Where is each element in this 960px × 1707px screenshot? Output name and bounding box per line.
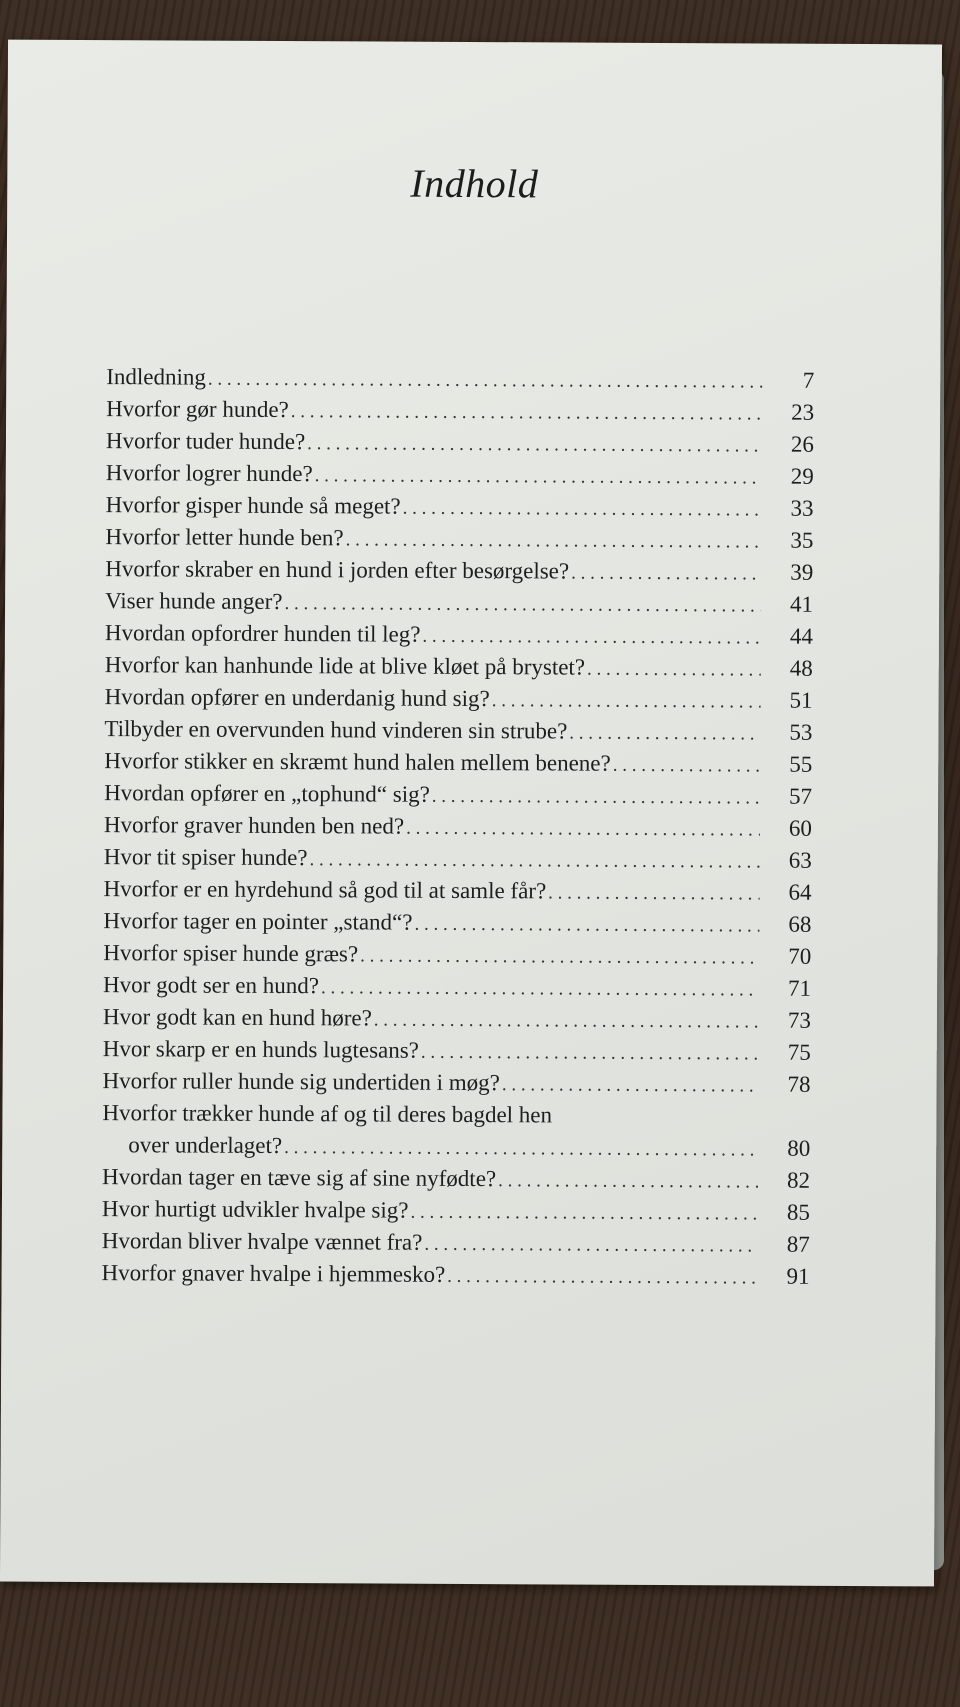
toc-entry — [104, 748, 812, 784]
toc-page-number: 35 — [790, 527, 814, 553]
toc-page-number: 51 — [789, 687, 813, 713]
toc-page-number: 44 — [789, 623, 813, 649]
dot-leader — [613, 755, 761, 778]
book-page — [0, 40, 942, 1587]
dot-leader — [447, 1266, 758, 1290]
toc-page-number: 75 — [787, 1039, 811, 1065]
toc-entry — [102, 1196, 810, 1232]
toc-page-number: 33 — [790, 495, 814, 521]
toc-entry — [106, 460, 814, 496]
dot-leader — [403, 498, 762, 522]
toc-page-number: 64 — [788, 879, 812, 905]
table-of-contents — [101, 364, 814, 1296]
toc-page-number: 70 — [788, 943, 812, 969]
dot-leader — [432, 786, 760, 810]
dot-leader — [571, 563, 761, 586]
toc-page-number: 48 — [789, 655, 813, 681]
toc-entry — [103, 940, 811, 976]
toc-entry — [103, 1004, 811, 1040]
dot-leader — [284, 1137, 758, 1161]
dot-leader — [374, 1009, 759, 1033]
toc-entry-title: Viser hunde anger? — [105, 588, 283, 615]
toc-entry-title: Hvorfor spiser hunde græs? — [103, 940, 359, 967]
dot-leader — [309, 849, 759, 873]
toc-entry-title-continued: over underlaget? — [128, 1132, 283, 1159]
toc-entry-title: Hvor hurtigt udvikler hvalpe sig? — [101, 1196, 409, 1223]
dot-leader — [410, 1202, 758, 1226]
toc-entry-title: Hvor skarp er en hunds lugtesans? — [102, 1036, 419, 1063]
toc-entry — [105, 588, 813, 624]
toc-entry-title: Hvordan tager en tæve sig af sine nyfødte? — [102, 1164, 497, 1192]
toc-entry-title: Hvordan opfører en „tophund“ sig? — [104, 780, 430, 807]
toc-entry — [105, 652, 813, 688]
toc-page-number: 91 — [786, 1263, 810, 1289]
dot-leader — [569, 723, 760, 746]
toc-page-number: 85 — [786, 1199, 810, 1225]
toc-entry — [105, 524, 813, 560]
toc-entry — [103, 1036, 811, 1072]
toc-entry-title: Tilbyder en overvunden hund vinderen sin strube? — [104, 716, 568, 744]
toc-page-number: 55 — [789, 751, 813, 777]
toc-entry — [103, 908, 811, 944]
toc-entry-title: Hvor godt ser en hund? — [103, 972, 320, 999]
toc-entry — [104, 812, 812, 848]
toc-page-number: 80 — [787, 1135, 811, 1161]
toc-page-number: 68 — [788, 911, 812, 937]
toc-entry-title: Hvordan opfordrer hunden til leg? — [104, 620, 421, 647]
toc-entry-title: Hvorfor skraber en hund i jorden efter besørgelse? — [105, 556, 570, 584]
dot-leader — [406, 818, 760, 842]
toc-page-number: 82 — [787, 1167, 811, 1193]
toc-entry-title: Hvorfor tager en pointer „stand“? — [103, 908, 413, 935]
dot-leader — [414, 914, 759, 938]
dot-leader — [502, 1074, 759, 1097]
toc-entry-title: Hvorfor trækker hunde af og til deres bagdel hen — [102, 1100, 553, 1128]
toc-entry — [104, 716, 812, 752]
dot-leader — [291, 401, 762, 425]
toc-entry-first-line — [102, 1100, 810, 1136]
toc-entry-title: Hvorfor ruller hunde sig undertiden i møg? — [102, 1068, 500, 1096]
dot-leader — [587, 659, 761, 682]
toc-entry-title: Hvor godt kan en hund høre? — [102, 1004, 372, 1031]
toc-entry-title: Hvordan opfører en underdanig hund sig? — [104, 684, 490, 712]
toc-entry-title: Hvorfor kan hanhunde lide at blive kløet på brystet? — [104, 652, 586, 680]
toc-page-number: 23 — [791, 399, 815, 425]
toc-entry — [103, 972, 811, 1008]
toc-entry — [106, 396, 814, 432]
toc-entry — [102, 1100, 810, 1168]
toc-entry — [105, 684, 813, 720]
dot-leader — [307, 433, 762, 457]
dot-leader — [424, 1234, 758, 1258]
toc-page-number: 26 — [790, 431, 815, 457]
toc-entry — [106, 364, 814, 400]
toc-page-number: 73 — [787, 1007, 811, 1033]
toc-entry-title: Hvorfor er en hyrdehund så god til at samle får? — [103, 876, 547, 904]
dot-leader — [321, 977, 759, 1001]
toc-entry-title: Hvorfor tuder hunde? — [105, 428, 306, 455]
toc-page-number: 41 — [790, 591, 814, 617]
toc-entry — [105, 556, 813, 592]
toc-page-number: 7 — [802, 367, 815, 393]
toc-page-number: 57 — [789, 783, 813, 809]
toc-entry-title: Hvor tit spiser hunde? — [103, 844, 308, 871]
toc-entry-title: Indledning — [106, 364, 207, 390]
toc-entry — [101, 1260, 809, 1296]
dot-leader — [498, 1170, 758, 1193]
toc-entry — [105, 620, 813, 656]
dot-leader — [548, 882, 760, 905]
dot-leader — [492, 690, 761, 713]
toc-page-number: 60 — [788, 815, 812, 841]
toc-page-number: 78 — [787, 1071, 811, 1097]
dot-leader — [422, 626, 761, 650]
toc-page-number: 39 — [790, 559, 814, 585]
dot-leader — [284, 593, 761, 617]
toc-entry — [106, 492, 814, 528]
toc-entry — [102, 1164, 810, 1200]
dot-leader — [360, 945, 759, 969]
toc-entry-title: Hvorfor logrer hunde? — [105, 460, 313, 487]
toc-page-number: 63 — [788, 847, 812, 873]
page-title: Indhold — [410, 160, 539, 207]
dot-leader — [208, 369, 762, 394]
toc-entry-title: Hvorfor graver hunden ben ned? — [103, 812, 405, 839]
toc-page-number: 87 — [786, 1231, 810, 1257]
toc-entry-second-line — [102, 1132, 810, 1168]
toc-entry — [102, 1228, 810, 1264]
toc-entry — [103, 876, 811, 912]
toc-entry — [102, 1068, 810, 1104]
toc-entry-title: Hvorfor letter hunde ben? — [105, 524, 344, 551]
toc-entry-title: Hvorfor stikker en skræmt hund halen mellem benene? — [104, 748, 611, 776]
toc-entry-title: Hvorfor gør hunde? — [106, 396, 289, 423]
toc-entry — [104, 844, 812, 880]
toc-entry-title: Hvorfor gnaver hvalpe i hjemmesko? — [101, 1260, 446, 1287]
toc-entry — [104, 780, 812, 816]
dot-leader — [315, 465, 762, 489]
toc-entry-title: Hvorfor gisper hunde så meget? — [105, 492, 401, 519]
dot-leader — [346, 529, 762, 553]
toc-page-number: 29 — [790, 463, 814, 489]
toc-entry — [106, 428, 814, 464]
toc-page-number: 53 — [789, 719, 813, 745]
dot-leader — [421, 1042, 759, 1066]
toc-page-number: 71 — [788, 975, 812, 1001]
toc-entry-title: Hvordan bliver hvalpe vænnet fra? — [101, 1228, 423, 1255]
